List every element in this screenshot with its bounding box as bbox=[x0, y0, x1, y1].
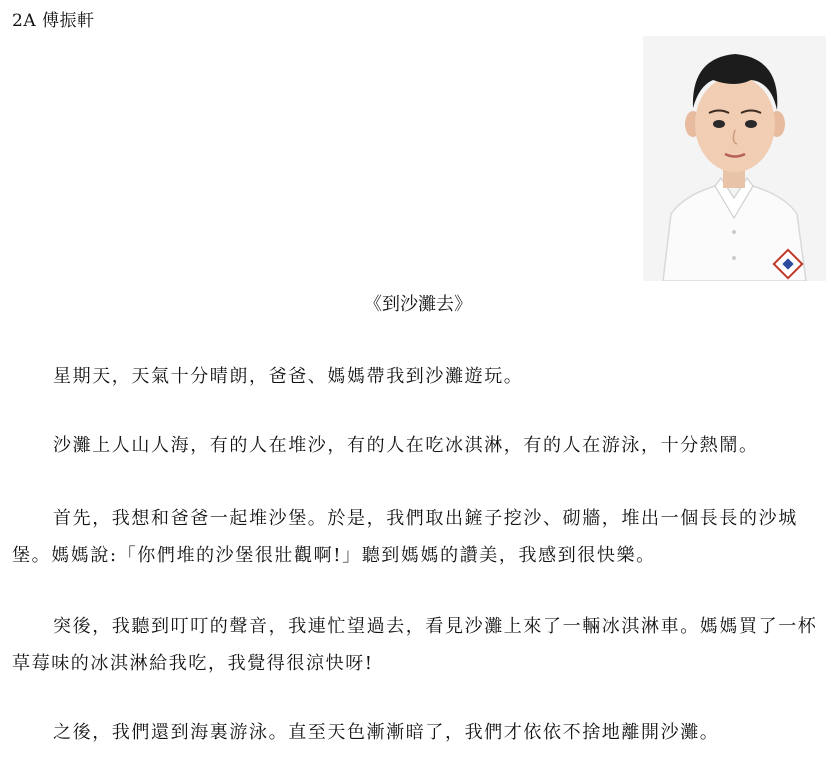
author-label: 2A 傅振軒 bbox=[12, 11, 95, 31]
essay-title: 《到沙灘去》 bbox=[364, 294, 472, 315]
paragraph: 星期天，天氣十分晴朗，爸爸、媽媽帶我到沙灘遊玩。 bbox=[53, 366, 524, 387]
paragraph: 首先，我想和爸爸一起堆沙堡。於是，我們取出鏟子挖沙、砌牆，堆出一個長長的沙城堡。媽媽說:「你們堆的沙堡很壯觀啊!」聽到媽媽的讚美，我感到很快樂。 bbox=[12, 508, 798, 566]
student-portrait-icon bbox=[643, 36, 826, 281]
paragraph: 突後，我聽到叮叮的聲音，我連忙望過去，看見沙灘上來了一輛冰淇淋車。媽媽買了一杯草莓味的冰淇淋給我吃，我覺得很涼快呀! bbox=[12, 616, 818, 674]
paragraph: 之後，我們還到海裏游泳。直至天色漸漸暗了，我們才依依不捨地離開沙灘。 bbox=[53, 722, 720, 743]
paragraph: 沙灘上人山人海，有的人在堆沙，有的人在吃冰淇淋，有的人在游泳，十分熱鬧。 bbox=[53, 435, 759, 456]
student-photo bbox=[643, 36, 826, 281]
